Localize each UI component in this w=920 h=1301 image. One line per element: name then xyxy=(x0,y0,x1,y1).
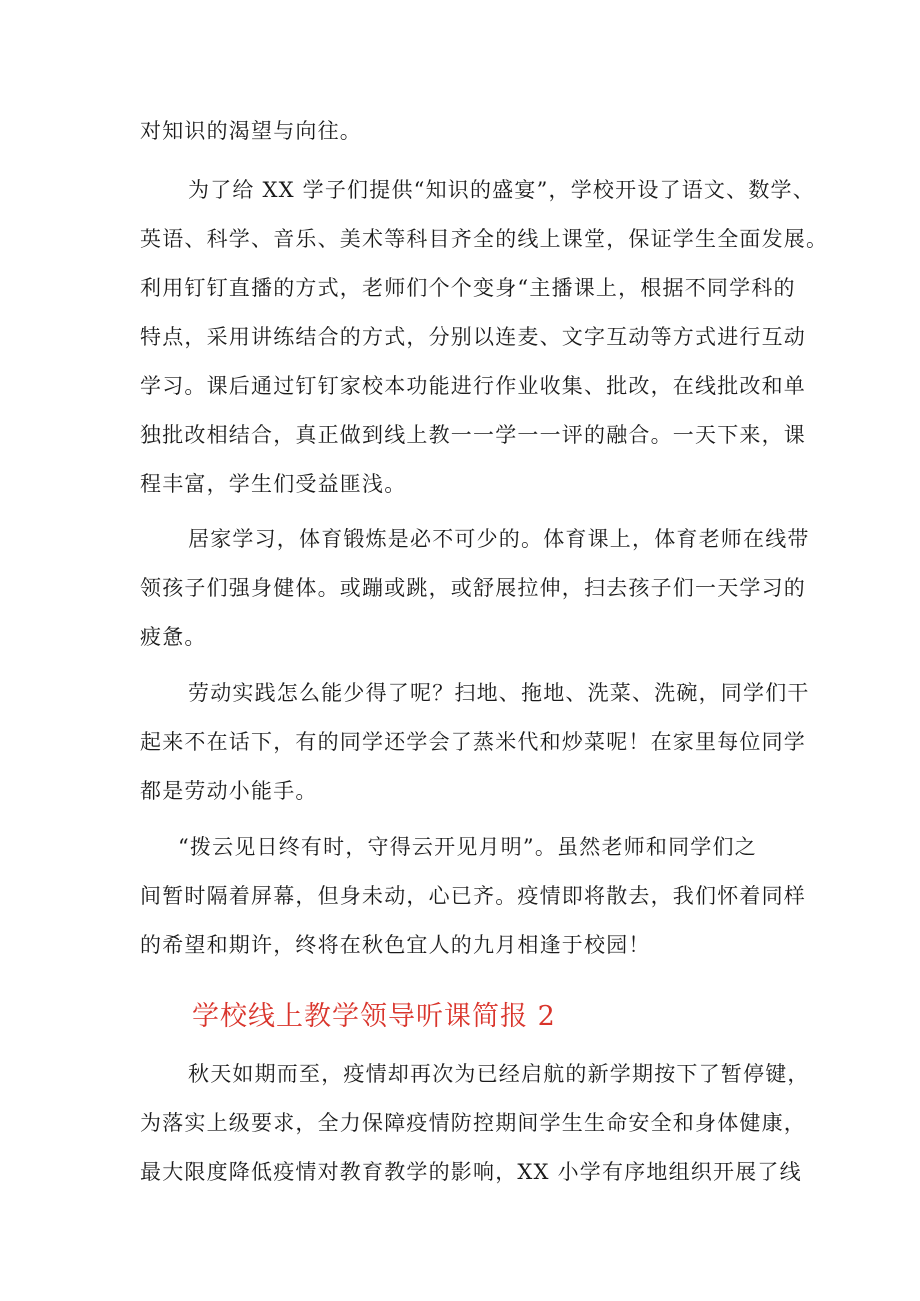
text-line: 程丰富，学生们受益匪浅。 xyxy=(140,472,407,496)
text-line: 对知识的渴望与向往。 xyxy=(140,119,362,143)
text-line: 起来不在话下，有的同学还学会了蒸米代和炒菜呢！在家里每位同学 xyxy=(140,730,806,754)
text-line: 利用钉钉直播的方式，老师们个个变身“主播课上，根据不同学科的 xyxy=(140,276,796,300)
text-line: 为了给 XX 学子们提供“知识的盛宴”，学校开设了语文、数学、 xyxy=(188,178,815,202)
text-line: 特点，采用讲练结合的方式，分别以连麦、文字互动等方式进行互动 xyxy=(140,325,806,349)
text-line: 独批改相结合，真正做到线上教一一学一一评的融合。一天下来，课 xyxy=(140,423,806,447)
text-line: 秋天如期而至，疫情却再次为已经启航的新学期按下了暂停键， xyxy=(188,1062,810,1086)
text-line: 英语、科学、音乐、美术等科目齐全的线上课堂，保证学生全面发展。 xyxy=(140,227,829,251)
paragraph-new-semester xyxy=(140,1050,810,1197)
text-line: 都是劳动小能手。 xyxy=(140,779,318,803)
text-line: 疲惫。 xyxy=(140,625,207,649)
text-line: 最大限度降低疫情对教育教学的影响，XX 小学有序地组织开展了线 xyxy=(140,1160,802,1184)
paragraph-continuation xyxy=(140,107,800,156)
paragraph-labor-practice xyxy=(140,669,810,816)
text-line: 居家学习，体育锻炼是必不可少的。体育课上，体育老师在线带 xyxy=(188,527,810,551)
text-line: 的希望和期许，终将在秋色宜人的九月相逢于校园！ xyxy=(140,933,651,957)
paragraph-physical-education xyxy=(140,515,810,662)
section-title: 学校线上教学领导听课简报 2 xyxy=(192,1001,556,1032)
text-line: “拨云见日终有时，守得云开见月明”。虽然老师和同学们之 xyxy=(178,835,757,859)
text-line: 间暂时隔着屏幕，但身未动，心已齐。疫情即将散去，我们怀着同样 xyxy=(140,884,806,908)
text-line: 为落实上级要求，全力保障疫情防控期间学生生命安全和身体健康， xyxy=(140,1111,806,1135)
paragraph-closing-quote xyxy=(140,823,806,970)
text-line: 领孩子们强身健体。或蹦或跳，或舒展拉伸，扫去孩子们一天学习的 xyxy=(140,576,806,600)
text-line: 学习。课后通过钉钉家校本功能进行作业收集、批改，在线批改和单 xyxy=(140,374,806,398)
paragraph-online-courses xyxy=(140,166,829,509)
text-line: 劳动实践怎么能少得了呢？扫地、拖地、洗菜、洗碗，同学们干 xyxy=(188,681,810,705)
